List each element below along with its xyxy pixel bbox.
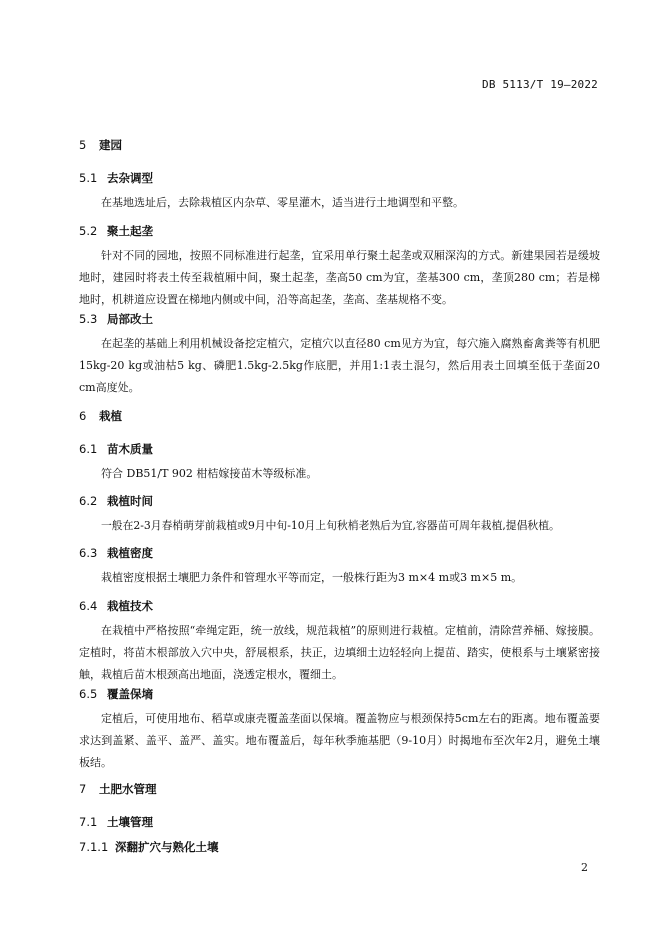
paragraph-6-4: 在栽植中严格按照“牵绳定距，统一放线，规范栽植”的原则进行栽植。定植前，清除营养桶、嫁接膜。定植时，将苗木根部放入穴中央，舒展根系，扶正，边填细土边轻轻向上提苗、踏实，使根系与土壤紧密接触，栽植后苗木根颈高出地面，浇透定根水，覆细土。: [79, 624, 600, 681]
section-title: 深翻扩穴与熟化土壤: [115, 840, 219, 854]
section-number: 5.3: [79, 312, 98, 326]
heading-section-6-5: [79, 686, 153, 702]
paragraph-6-1: 符合 DB51/T 902 柑桔嫁接苗木等级标准。: [101, 467, 318, 480]
heading-section-5-2: [79, 223, 153, 239]
heading-section-5-1: [79, 170, 153, 186]
section-title: 栽植技术: [107, 599, 153, 613]
section-number: 7.1: [79, 815, 98, 829]
section-number: 7: [79, 782, 87, 796]
heading-section-6-4: [79, 598, 153, 614]
page-number: 2: [581, 861, 588, 874]
paragraph-5-1: 在基地选址后，去除栽植区内杂草、零星灌木，适当进行土地调型和平整。: [101, 196, 464, 209]
section-title: 土肥水管理: [99, 782, 157, 796]
paragraph-5-3: 在起垄的基础上利用机械设备挖定植穴，定植穴以直径80 cm见方为宜，每穴施入腐熟畜禽粪等有机肥15kg-20 kg或油枯5 kg、磷肥1.5kg-2.5kg作底肥，并用1:1表土混匀，然后用表土回填至低于垄面20 cm高度处。: [79, 337, 600, 394]
paragraph-6-5: 定植后，可使用地布、稻草或康壳覆盖垄面以保墒。覆盖物应与根颈保持5cm左右的距离。地布覆盖要求达到盖紧、盖平、盖严、盖实。地布覆盖后，每年秋季施基肥（9-10月）时揭地布至次年2月，避免土壤板结。: [79, 712, 600, 769]
section-title: 土壤管理: [107, 815, 153, 829]
section-title: 建园: [99, 138, 122, 152]
section-number: 6.1: [79, 442, 98, 456]
document-code: DB 5113/T 19—2022: [482, 78, 598, 91]
section-number: 6.2: [79, 494, 98, 508]
section-title: 去杂调型: [107, 171, 153, 185]
section-title: 局部改土: [107, 312, 153, 326]
heading-section-6-1: [79, 441, 153, 457]
section-title: 聚土起垄: [107, 224, 153, 238]
paragraph-6-2: 一般在2-3月春梢萌芽前栽植或9月中旬-10月上旬秋梢老熟后为宜,容器苗可周年栽植,提倡秋植。: [101, 519, 560, 532]
heading-section-7-1-1: [79, 839, 219, 855]
section-number: 6.5: [79, 687, 98, 701]
section-number: 5: [79, 138, 87, 152]
heading-section-5-3: [79, 311, 153, 327]
heading-section-7-1: [79, 814, 153, 830]
section-number: 7.1.1: [79, 840, 109, 854]
paragraph-5-2: 针对不同的园地，按照不同标准进行起垄，宜采用单行聚土起垄或双厢深沟的方式。新建果园若是缓坡地时，建园时将表土传至栽植厢中间，聚土起垄，垄高50 cm为宜，垄基300 cm，垄顶280 cm；若是梯地时，机耕道应设置在梯地内侧或中间，沿等高起垄，垄高、垄基规格不变。: [79, 249, 600, 306]
section-number: 5.2: [79, 224, 98, 238]
heading-section-7: [79, 781, 157, 797]
heading-section-6-2: [79, 493, 153, 509]
section-number: 5.1: [79, 171, 98, 185]
section-title: 栽植密度: [107, 546, 153, 560]
section-number: 6.3: [79, 546, 98, 560]
section-title: 覆盖保墒: [107, 687, 153, 701]
heading-section-6-3: [79, 545, 153, 561]
section-title: 栽植: [99, 409, 122, 423]
section-number: 6.4: [79, 599, 98, 613]
section-title: 苗木质量: [107, 442, 153, 456]
paragraph-6-3: 栽植密度根据土壤肥力条件和管理水平等而定，一般株行距为3 m×4 m或3 m×5 m。: [101, 571, 523, 584]
section-number: 6: [79, 409, 87, 423]
section-title: 栽植时间: [107, 494, 153, 508]
heading-section-6: [79, 408, 122, 424]
heading-section-5: [79, 137, 122, 153]
